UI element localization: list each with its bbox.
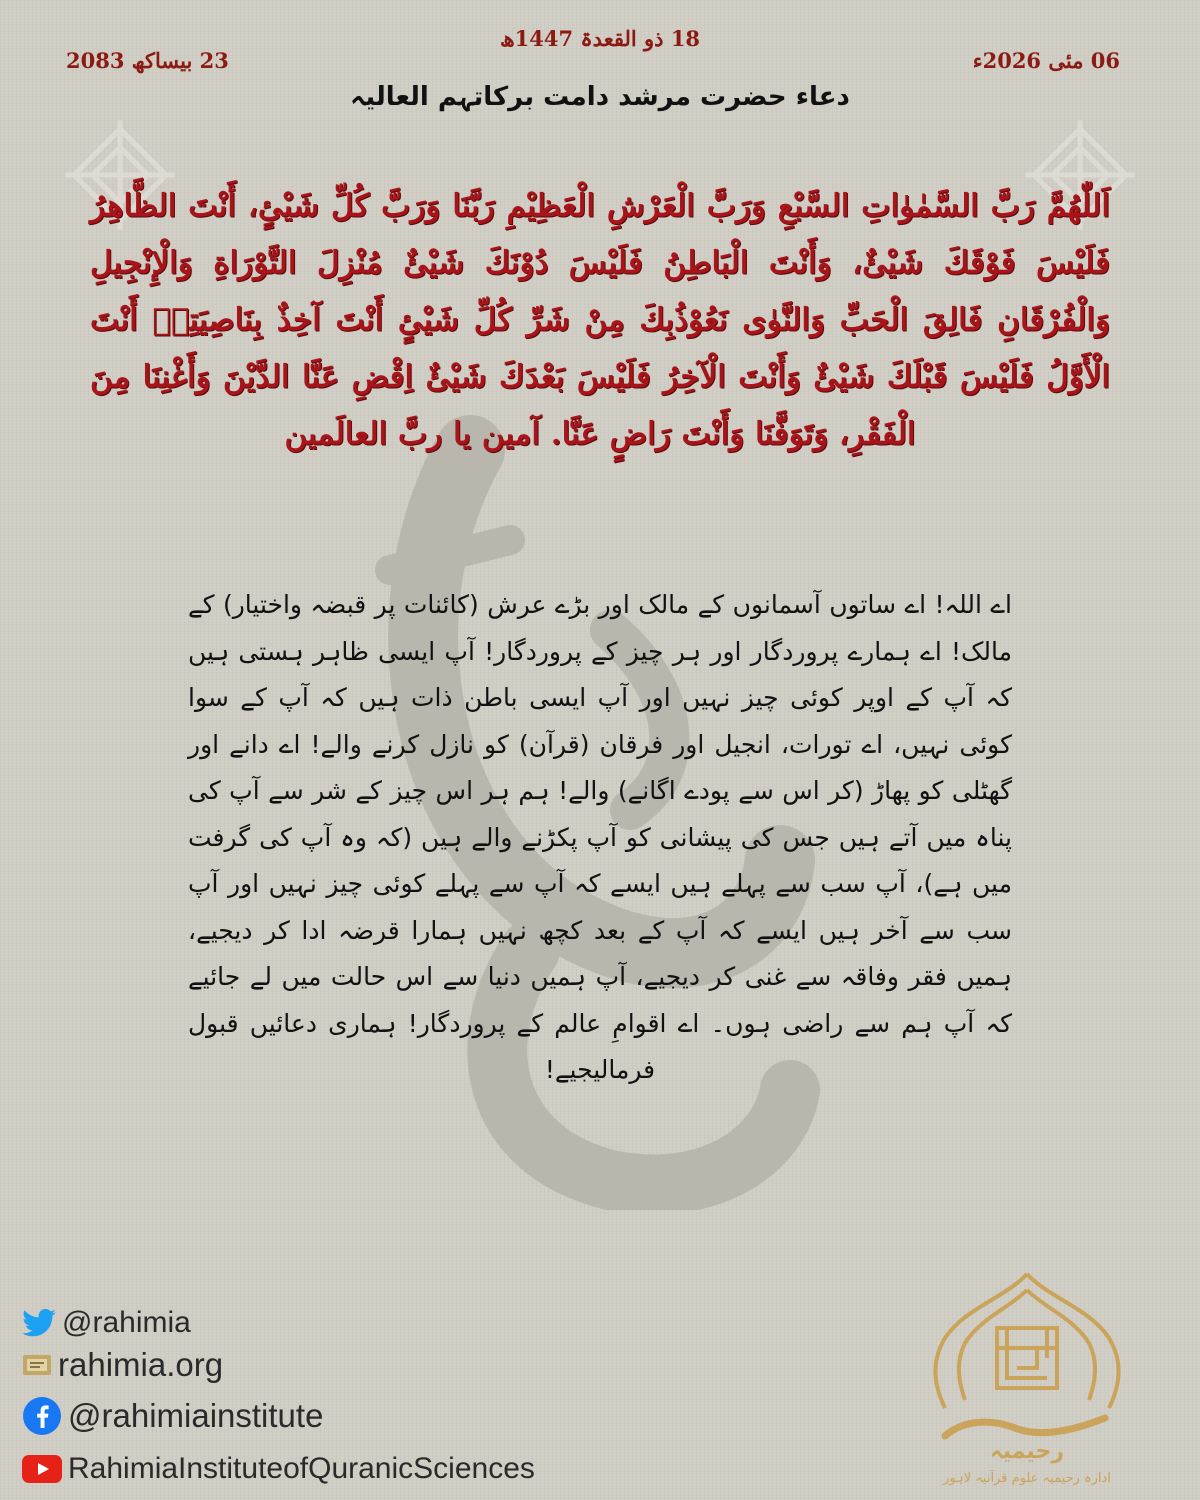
- arabic-dua: اَللّٰهُمَّ رَبَّ السَّمٰوٰاتِ السَّبْعِ وَرَبَّ الْعَرْشِ الْعَظِيْمِ رَبَّنَا وَرَبَّ كُلِّ شَيْئٍ، أَنْتَ الظَّاهِرُ فَلَيْسَ فَوْقَكَ شَيْئٌ، وَأَنْتَ الْبَاطِنُ فَلَيْسَ دُوْنَكَ شَيْئٌ مُنْزِلَ التَّوْرَاةِ وَالْإِنْجِيلِ وَالْفُرْقَانِ فَالِقَ الْحَبِّ وَالنَّوٰى نَعُوْذُبِكَ مِنْ شَرِّ كُلِّ شَيْئٍ أَنْتَ آخِذٌ بِنَاصِيَتِهٖ أَنْتَ الْأَوَّلُ فَلَيْسَ قَبْلَكَ شَيْئٌ وَأَنْتَ الْآخِرُ فَلَيْسَ بَعْدَكَ شَيْئٌ اِقْضِ عَنَّا الدَّيْنَ وَأَغْنِنَا مِنَ الْفَقْرِ، وَتَوَفَّنَا وَأَنْتَ رَاضٍ عَنَّا. آمين يا ربَّ العالَمين: [90, 188, 1110, 452]
- twitter-link[interactable]: [22, 1306, 191, 1340]
- urdu-translation: اے اللہ! اے ساتوں آسمانوں کے مالک اور بڑے عرش (کائنات پر قبضہ واختیار) کے مالک! اے ہمارے پروردگار اور ہر چیز کے پروردگار! آپ ایسی ظاہر ہستی ہیں کہ آپ کے اوپر کوئی چیز نہیں اور آپ ایسی باطن ذات ہیں کہ آپ کے سوا کوئی نہیں، اے تورات، انجیل اور فرقان (قرآن) کو نازل کرنے والے! اے دانے اور گھٹلی کو پھاڑ (کر اس سے پودے اگانے) والے! ہم ہر اس چیز کے شر سے آپ کی پناہ میں آتے ہیں جس کی پیشانی کو آپ پکڑنے والے ہیں (کہ وہ آپ کی گرفت میں ہے)، آپ سب سے پہلے ہیں ایسے کہ آپ سے پہلے کوئی چیز نہیں اور آپ سب سے آخر ہیں ایسے کہ آپ کے بعد کچھ نہیں ہمارا قرضہ ادا کر دیجیے، ہمیں فقر وفاقہ سے غنی کر دیجیے، آپ ہمیں دنیا سے اس حالت میں لے جائیے کہ آپ ہم سے راضی ہوں۔ اے اقوامِ عالم کے پروردگار! ہماری دعائیں قبول فرمالیجیے!: [188, 590, 1012, 1084]
- twitter-handle: @rahimia: [62, 1306, 191, 1339]
- website-url: rahimia.org: [58, 1346, 224, 1383]
- rahimia-logo: [905, 1268, 1150, 1488]
- gregorian-date: 06 مئی 2026ء: [972, 48, 1120, 73]
- facebook-icon: [22, 1396, 62, 1436]
- youtube-icon: [22, 1455, 62, 1483]
- website-link[interactable]: [22, 1346, 223, 1384]
- twitter-icon: [22, 1309, 56, 1337]
- website-icon: [22, 1352, 52, 1378]
- hijri-date: 18 ذو القعدۃ 1447ھ: [499, 26, 701, 51]
- logo-name: رحیمیہ: [989, 1439, 1065, 1464]
- facebook-link[interactable]: [22, 1396, 323, 1436]
- logo-subtitle: ادارہ رحیمیہ علوم قرآنیہ لاہور: [943, 1471, 1111, 1486]
- youtube-channel: RahimiaInstituteofQuranicSciences: [68, 1452, 535, 1485]
- youtube-link[interactable]: [22, 1452, 535, 1486]
- facebook-handle: @rahimiainstitute: [68, 1397, 324, 1434]
- bikrami-date: 23 بیساکھ 2083: [66, 48, 229, 73]
- page-title: دعاء حضرت مرشد دامت برکاتہم العالیہ: [350, 82, 850, 112]
